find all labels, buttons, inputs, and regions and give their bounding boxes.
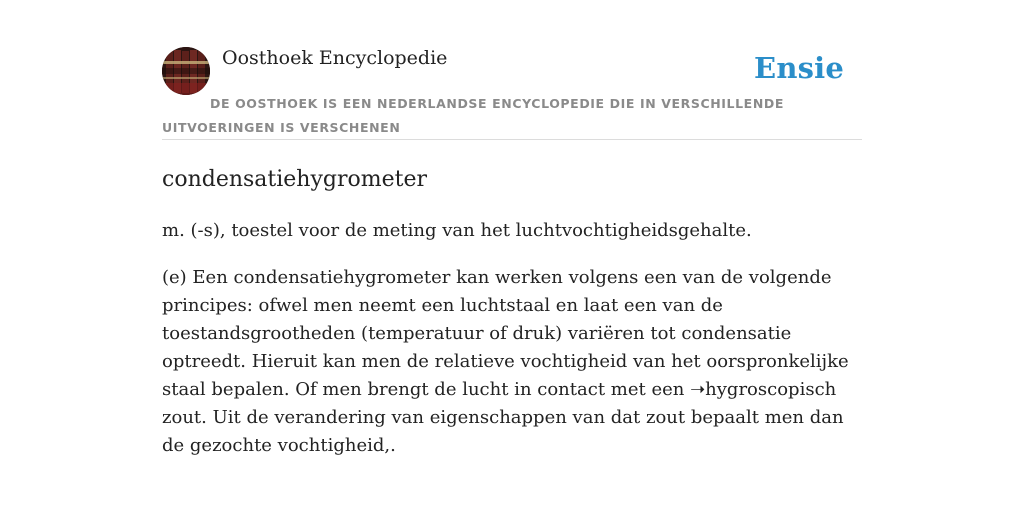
entry-title: condensatiehygrometer [162,167,428,192]
entry-body [162,264,862,460]
source-header [162,40,862,140]
ensie-logo-link[interactable]: Ensie [754,51,844,85]
entry-definition: m. (-s), toestel voor de meting van het luchtvochtigheidsgehalte. [162,220,752,241]
entry-card [162,40,862,460]
entry-body-text-before: (e) Een condensatiehygrometer kan werken volgens een van de volgende principes: ofwel men neemt een luchtstaal en laat een van de toestandsgrootheden (temperatuur of druk) variëren tot condensatie optreedt. Hieruit kan men de relatieve vochtigheid van het oorspronkelijke staal bepalen. Of men brengt de lucht in contact met een [162,267,849,400]
book-spines-icon [162,47,210,95]
source-description: DE OOSTHOEK IS EEN NEDERLANDSE ENCYCLOPEDIE DIE IN VERSCHILLENDE UITVOERINGEN IS VERSCHENEN [162,96,784,135]
source-avatar[interactable] [162,47,210,95]
link-text: hygroscopisch [705,379,837,400]
source-title[interactable]: Oosthoek Encyclopedie [222,47,448,69]
link-arrow-icon: ➝ [690,379,706,400]
hygroscopisch-link[interactable] [690,379,836,400]
entry-body-text-after: zout. Uit de verandering van eigenschappen van dat zout bepaalt men dan de gezochte vochtigheid,. [162,407,844,456]
